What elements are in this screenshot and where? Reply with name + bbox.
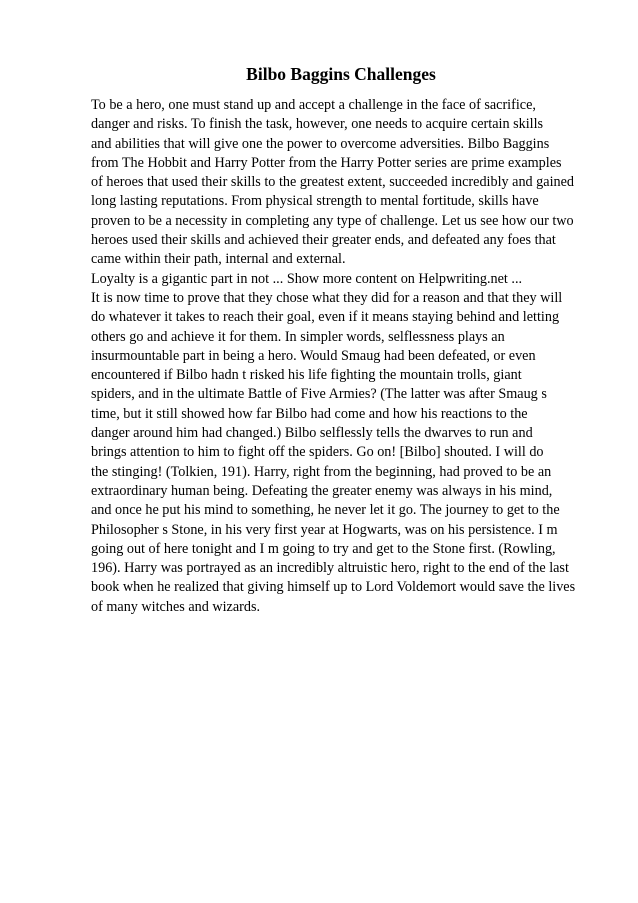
body-text-line: others go and achieve it for them. In simpler words, selflessness plays an — [91, 328, 505, 345]
body-text-line: danger and risks. To finish the task, however, one needs to acquire certain skills — [91, 116, 544, 133]
body-text-line: danger around him had changed.) Bilbo selflessly tells the dwarves to run and — [91, 425, 533, 442]
body-text-line: It is now time to prove that they chose what they did for a reason and that they will — [91, 289, 563, 306]
body-text-line: book when he realized that giving himself up to Lord Voldemort would save the lives — [91, 579, 576, 596]
body-text-line: the stinging! (Tolkien, 191). Harry, right from the beginning, had proved to be an — [91, 463, 552, 480]
body-text-line: encountered if Bilbo hadn t risked his life fighting the mountain trolls, giant — [91, 367, 522, 384]
body-text-line: To be a hero, one must stand up and accept a challenge in the face of sacrifice, — [91, 97, 536, 113]
body-text-line: time, but it still showed how far Bilbo had come and how his reactions to the — [91, 405, 528, 422]
body-text-line: going out of here tonight and I m going to try and get to the Stone first. (Rowling, — [91, 540, 556, 557]
body-text-line: heroes used their skills and achieved their greater ends, and defeated any foes that — [91, 232, 556, 249]
body-text-line: spiders, and in the ultimate Battle of Five Armies? (The latter was after Smaug s — [91, 386, 547, 403]
body-text-line: from The Hobbit and Harry Potter from the Harry Potter series are prime examples — [91, 154, 562, 171]
body-text-line: do whatever it takes to reach their goal, even if it means staying behind and letting — [91, 309, 560, 326]
body-text-line: 196). Harry was portrayed as an incredibly altruistic hero, right to the end of the last — [91, 560, 569, 577]
body-text-line: long lasting reputations. From physical strength to mental fortitude, skills have — [91, 193, 539, 210]
body-text-line: and once he put his mind to something, he never let it go. The journey to get to the — [91, 502, 560, 519]
body-text-line: extraordinary human being. Defeating the greater enemy was always in his mind, — [91, 482, 553, 499]
document-body — [91, 96, 611, 617]
body-text-line: of heroes that used their skills to the greatest extent, succeeded incredibly and gained — [91, 174, 574, 191]
body-text-line: Philosopher s Stone, in his very first year at Hogwarts, was on his persistence. I m — [91, 521, 558, 538]
body-text-line: of many witches and wizards. — [91, 598, 261, 615]
body-text-line: insurmountable part in being a hero. Would Smaug had been defeated, or even — [91, 347, 536, 364]
document-title: Bilbo Baggins Challenges — [246, 64, 436, 84]
body-text-line: came within their path, internal and external. — [91, 251, 346, 268]
body-text-line: and abilities that will give one the power to overcome adversities. Bilbo Baggins — [91, 135, 550, 152]
body-text-line: Loyalty is a gigantic part in not ... Show more content on Helpwriting.net ... — [91, 270, 523, 287]
body-text-line: brings attention to him to fight off the spiders. Go on! [Bilbo] shouted. I will do — [91, 444, 544, 461]
body-text-line: proven to be a necessity in completing any type of challenge. Let us see how our two — [91, 212, 574, 229]
